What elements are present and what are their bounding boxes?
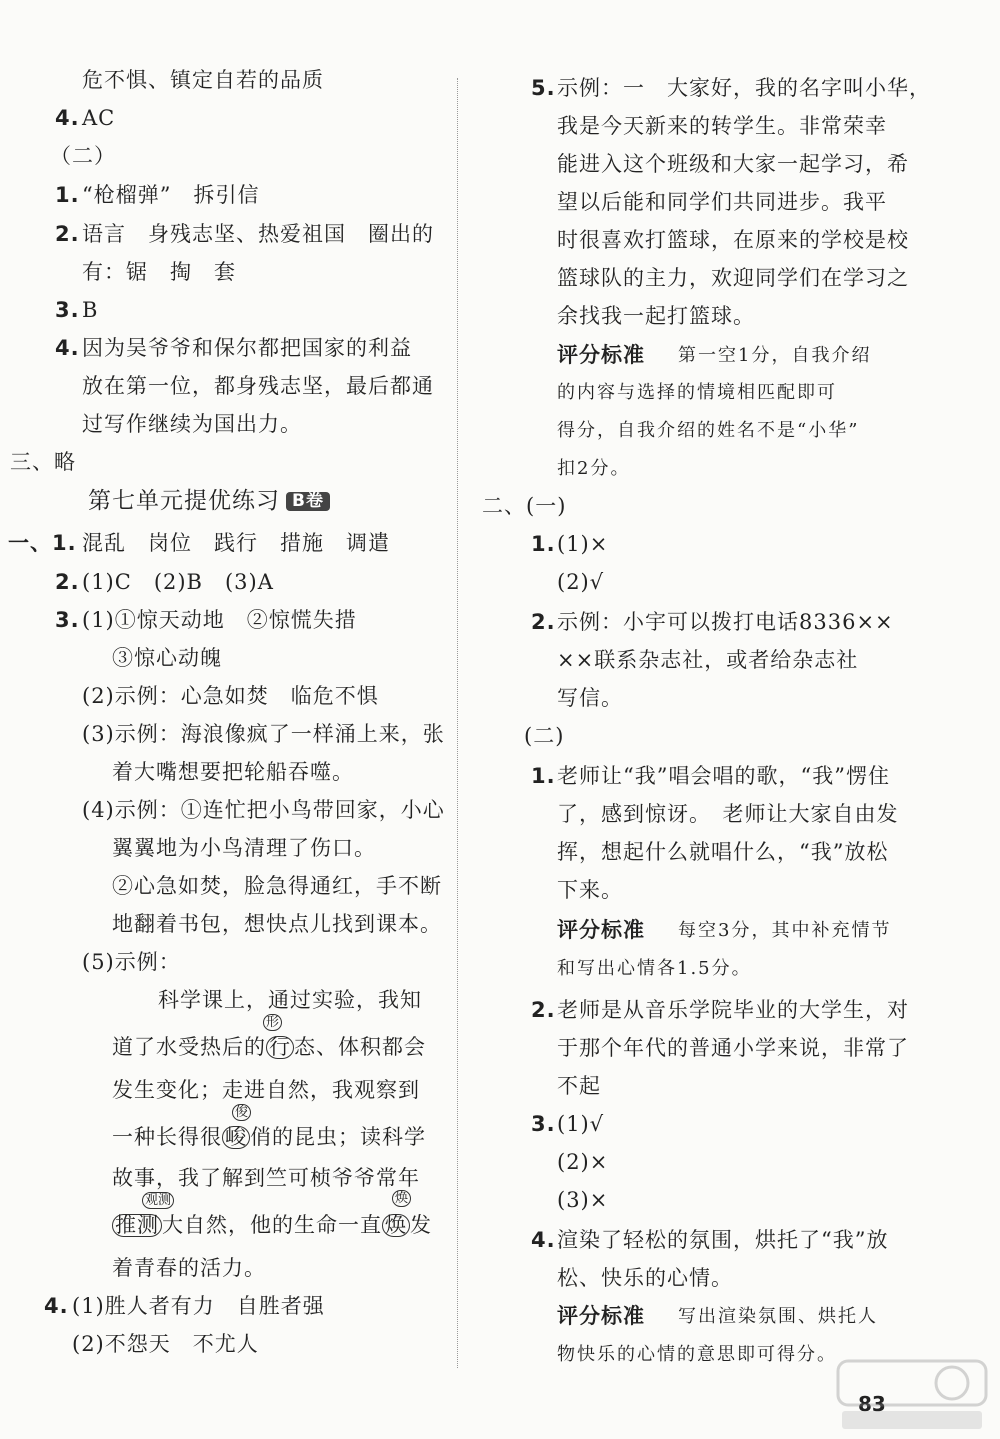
answer-line: 示例：一 大家好，我的名字叫小华， — [557, 76, 931, 100]
watermark-logo — [832, 1355, 992, 1435]
answer-line: 下来。 — [557, 878, 623, 902]
answer-line: 不起 — [557, 1074, 601, 1098]
answer-line: (1)C (2)B (3)A — [82, 570, 274, 594]
error-mark: 焕 — [382, 1214, 410, 1237]
section-heading: 三、略 — [10, 450, 76, 474]
question-number: 1. — [531, 764, 556, 788]
question-number: 3. — [531, 1112, 556, 1136]
answer-line: (5)示例： — [82, 950, 181, 974]
correction-mark: 焕 — [392, 1190, 411, 1207]
grading-text: 第一空1分，自我介绍 — [678, 345, 872, 366]
answer-line: 松、快乐的心情。 — [557, 1266, 733, 1290]
answer-line: 危不惧、镇定自若的品质 — [82, 68, 324, 92]
passage-text: 俏的昆虫；读科学 — [250, 1125, 426, 1149]
answer-line: 着大嘴想要把轮船吞噬。 — [112, 760, 354, 784]
passage-text: 大自然，他的生命一直 — [162, 1213, 382, 1237]
answer-line: (2)√ — [557, 570, 605, 594]
grading-text: 写出渲染氛围、烘托人 — [678, 1306, 878, 1327]
grading-text: 和写出心情各1.5分。 — [557, 958, 752, 979]
unit-title-text: 第七单元提优练习 — [88, 488, 280, 514]
question-number: 1. — [531, 532, 556, 556]
question-number: 5. — [531, 76, 556, 100]
correction-mark: 形 — [263, 1014, 282, 1031]
section-heading: （二） — [50, 144, 116, 168]
grading-label: 评分标准 — [557, 1304, 645, 1328]
answer-line: B — [82, 298, 99, 322]
passage-line: 故事，我了解到竺可桢爷爷常年 — [112, 1166, 420, 1190]
grading-label: 评分标准 — [557, 343, 645, 367]
answer-line: (4)示例：①连忙把小鸟带回家，小心 — [82, 798, 445, 822]
answer-line: 老师让“我”唱会唱的歌，“我”愣住 — [557, 764, 890, 788]
grading-text: 的内容与选择的情境相匹配即可 — [557, 382, 837, 403]
answer-line: (1)× — [557, 532, 609, 556]
column-divider — [457, 78, 458, 1368]
question-number: 一、1. — [8, 531, 77, 555]
answer-line: ③惊心动魄 — [112, 646, 222, 670]
passage-line — [112, 1036, 426, 1059]
question-number: 4. — [44, 1294, 69, 1318]
answer-line: 放在第一位，都身残志坚，最后都通 — [82, 374, 434, 398]
answer-line: 了，感到惊讶。 老师让大家自由发 — [557, 802, 899, 826]
passage-line — [112, 1214, 432, 1237]
answer-line: (2)不怨天 不尤人 — [72, 1332, 259, 1356]
answer-line: 余找我一起打篮球。 — [557, 304, 755, 328]
unit-title — [88, 490, 330, 513]
answer-line: 混乱 岗位 践行 措施 调遣 — [82, 531, 390, 555]
answer-line: 语言 身残志坚、热爱祖国 圈出的 — [82, 222, 434, 246]
question-number: 4. — [55, 106, 80, 130]
passage-line — [112, 1126, 426, 1149]
error-mark: 峻 — [222, 1126, 250, 1149]
answer-line: AC — [82, 106, 116, 130]
answer-line: 挥，想起什么就唱什么，“我”放松 — [557, 840, 889, 864]
answer-line: (2)× — [557, 1150, 609, 1174]
passage-line: 发生变化；走进自然，我观察到 — [112, 1078, 420, 1102]
b-paper-badge: B卷 — [286, 492, 330, 511]
answer-line: (1)①惊天动地 ②惊慌失措 — [82, 608, 357, 632]
answer-line: 能进入这个班级和大家一起学习，希 — [557, 152, 909, 176]
answer-line: ②心急如焚，脸急得通红，手不断 — [112, 874, 442, 898]
correction-mark: 观测 — [142, 1192, 174, 1209]
answer-line: (1)胜人者有力 自胜者强 — [72, 1294, 325, 1318]
section-heading: (二) — [524, 724, 565, 748]
question-number: 2. — [531, 610, 556, 634]
answer-line: 过写作继续为国出力。 — [82, 412, 302, 436]
question-number: 2. — [55, 222, 80, 246]
correction-mark: 俊 — [232, 1104, 251, 1121]
question-number: 2. — [55, 570, 80, 594]
error-mark: 行 — [266, 1036, 294, 1059]
grading-text: 扣2分。 — [557, 458, 631, 479]
answer-line: 写信。 — [557, 686, 623, 710]
answer-line: ××联系杂志社，或者给杂志社 — [557, 648, 859, 672]
answer-line: 因为吴爷爷和保尔都把国家的利益 — [82, 336, 412, 360]
answer-line: 地翻着书包，想快点儿找到课本。 — [112, 912, 442, 936]
question-number: 4. — [531, 1228, 556, 1252]
answer-line: 望以后能和同学们共同进步。我平 — [557, 190, 887, 214]
answer-line: (3)× — [557, 1188, 609, 1212]
answer-line: 示例：小宇可以拨打电话8336×× — [557, 610, 894, 634]
answer-line: 篮球队的主力，欢迎同学们在学习之 — [557, 266, 909, 290]
answer-line: 有：锯 掏 套 — [82, 260, 236, 284]
grading-label: 评分标准 — [557, 918, 645, 942]
passage-text: 态、体积都会 — [294, 1035, 426, 1059]
answer-line: (3)示例：海浪像疯了一样涌上来，张 — [82, 722, 445, 746]
grading-text: 物快乐的心情的意思即可得分。 — [557, 1344, 837, 1365]
question-number: 3. — [55, 298, 80, 322]
question-number: 2. — [531, 998, 556, 1022]
grading-text: 得分，自我介绍的姓名不是“小华” — [557, 420, 860, 441]
error-mark: 推测 — [112, 1214, 162, 1237]
grading-text: 每空3分，其中补充情节 — [678, 920, 892, 941]
passage-text: 发 — [410, 1213, 432, 1237]
answer-line: “枪榴弹” 拆引信 — [82, 183, 260, 207]
answer-line: 时很喜欢打篮球，在原来的学校是校 — [557, 228, 909, 252]
section-heading: 二、(一) — [482, 494, 567, 518]
answer-line: (2)示例：心急如焚 临危不惧 — [82, 684, 379, 708]
question-number: 3. — [55, 608, 80, 632]
passage-text: 一种长得很 — [112, 1125, 222, 1149]
answer-line: (1)√ — [557, 1112, 605, 1136]
question-number: 1. — [55, 183, 80, 207]
passage-line: 着青春的活力。 — [112, 1256, 266, 1280]
passage-text: 道了水受热后的 — [112, 1035, 266, 1059]
answer-line: 我是今天新来的转学生。非常荣幸 — [557, 114, 887, 138]
answer-line: 于那个年代的普通小学来说，非常了 — [557, 1036, 909, 1060]
passage-line: 科学课上，通过实验，我知 — [158, 988, 422, 1012]
answer-line: 渲染了轻松的氛围，烘托了“我”放 — [557, 1228, 889, 1252]
page-number: 83 — [858, 1392, 886, 1416]
question-number: 4. — [55, 336, 80, 360]
answer-line: 翼翼地为小鸟清理了伤口。 — [112, 836, 376, 860]
answer-line: 老师是从音乐学院毕业的大学生，对 — [557, 998, 909, 1022]
